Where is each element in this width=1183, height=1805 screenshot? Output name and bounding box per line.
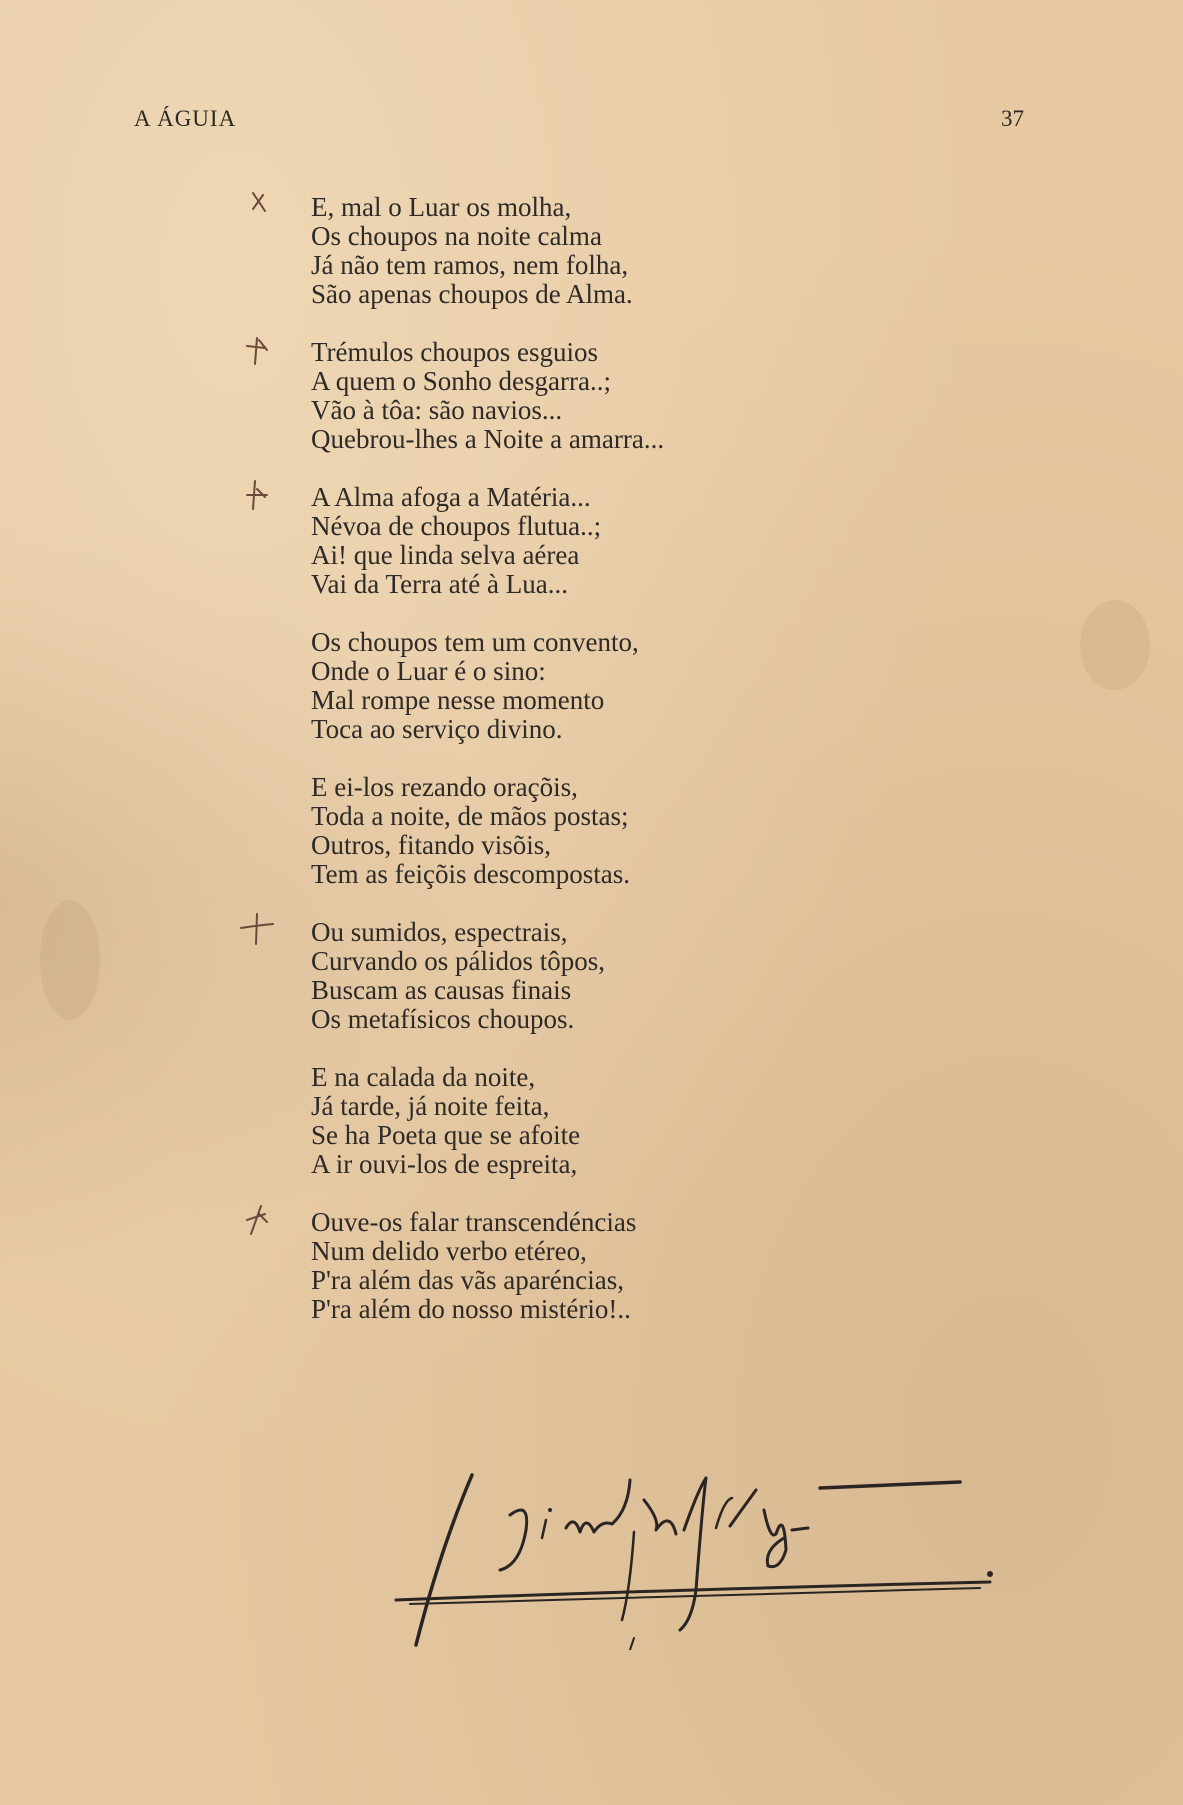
stanza-1 — [311, 193, 871, 309]
verse-line: Toca ao serviço divino. — [311, 714, 563, 744]
verse-line: Num delido verbo etéreo, — [311, 1236, 587, 1266]
stanza-8 — [311, 1208, 871, 1324]
verse-line: Névoa de choupos flutua..; — [311, 511, 602, 541]
stanza-4 — [311, 628, 871, 744]
verse-line: Vai da Terra até à Lua... — [311, 569, 568, 599]
verse-line: Quebrou-lhes a Noite a amarra... — [311, 424, 665, 454]
verse-line: E na calada da noite, — [311, 1062, 536, 1092]
verse-line: Buscam as causas finais — [311, 975, 572, 1005]
margin-x-mark — [239, 185, 289, 235]
verse-line: A quem o Sonho desgarra..; — [311, 366, 611, 396]
verse-line: Os choupos na noite calma — [311, 221, 602, 251]
verse-line: A Alma afoga a Matéria... — [311, 482, 591, 512]
stanza-5 — [311, 773, 871, 889]
verse-line: P'ra além do nosso mistério!.. — [311, 1294, 631, 1324]
running-title: A ÁGUIA — [134, 106, 237, 131]
verse-line: Toda a noite, de mãos postas; — [311, 801, 629, 831]
verse-line: Ouve-os falar transcendéncias — [311, 1207, 637, 1237]
verse-line: A ir ouvi-los de espreita, — [311, 1149, 578, 1179]
margin-cross-mark — [239, 910, 289, 960]
verse-line: Os metafísicos choupos. — [311, 1004, 575, 1034]
stanza-3 — [311, 483, 871, 599]
stanza-6 — [311, 918, 871, 1034]
verse-line: P'ra além das vãs aparéncias, — [311, 1265, 624, 1295]
paper-stain — [1080, 600, 1150, 690]
verse-line: Vão à tôa: são navios... — [311, 395, 563, 425]
poem — [311, 193, 871, 1353]
running-header — [134, 106, 1024, 136]
verse-line: Ai! que linda selva aérea — [311, 540, 580, 570]
verse-line: Se ha Poeta que se afoite — [311, 1120, 581, 1150]
verse-line: E ei-los rezando oraçõis, — [311, 772, 578, 802]
verse-line: Ou sumidos, espectrais, — [311, 917, 568, 947]
verse-line: Os choupos tem um convento, — [311, 627, 639, 657]
page-number: 37 — [1001, 106, 1024, 131]
verse-line: São apenas choupos de Alma. — [311, 279, 633, 309]
verse-line: Mal rompe nesse momento — [311, 685, 605, 715]
handwritten-signature — [380, 1470, 1000, 1650]
verse-line: Trémulos choupos esguios — [311, 337, 599, 367]
verse-line: Tem as feiçõis descompostas. — [311, 859, 631, 889]
margin-x-mark — [239, 1200, 289, 1250]
paper-stain — [40, 900, 100, 1020]
stanza-2 — [311, 338, 871, 454]
margin-cross-mark — [239, 330, 289, 380]
stanza-7 — [311, 1063, 871, 1179]
verse-line: Já tarde, já noite feita, — [311, 1091, 550, 1121]
verse-line: E, mal o Luar os molha, — [311, 192, 572, 222]
verse-line: Curvando os pálidos tôpos, — [311, 946, 605, 976]
verse-line: Outros, fitando visõis, — [311, 830, 551, 860]
verse-line: Já não tem ramos, nem folha, — [311, 250, 629, 280]
verse-line: Onde o Luar é o sino: — [311, 656, 546, 686]
margin-cross-mark — [239, 475, 289, 525]
